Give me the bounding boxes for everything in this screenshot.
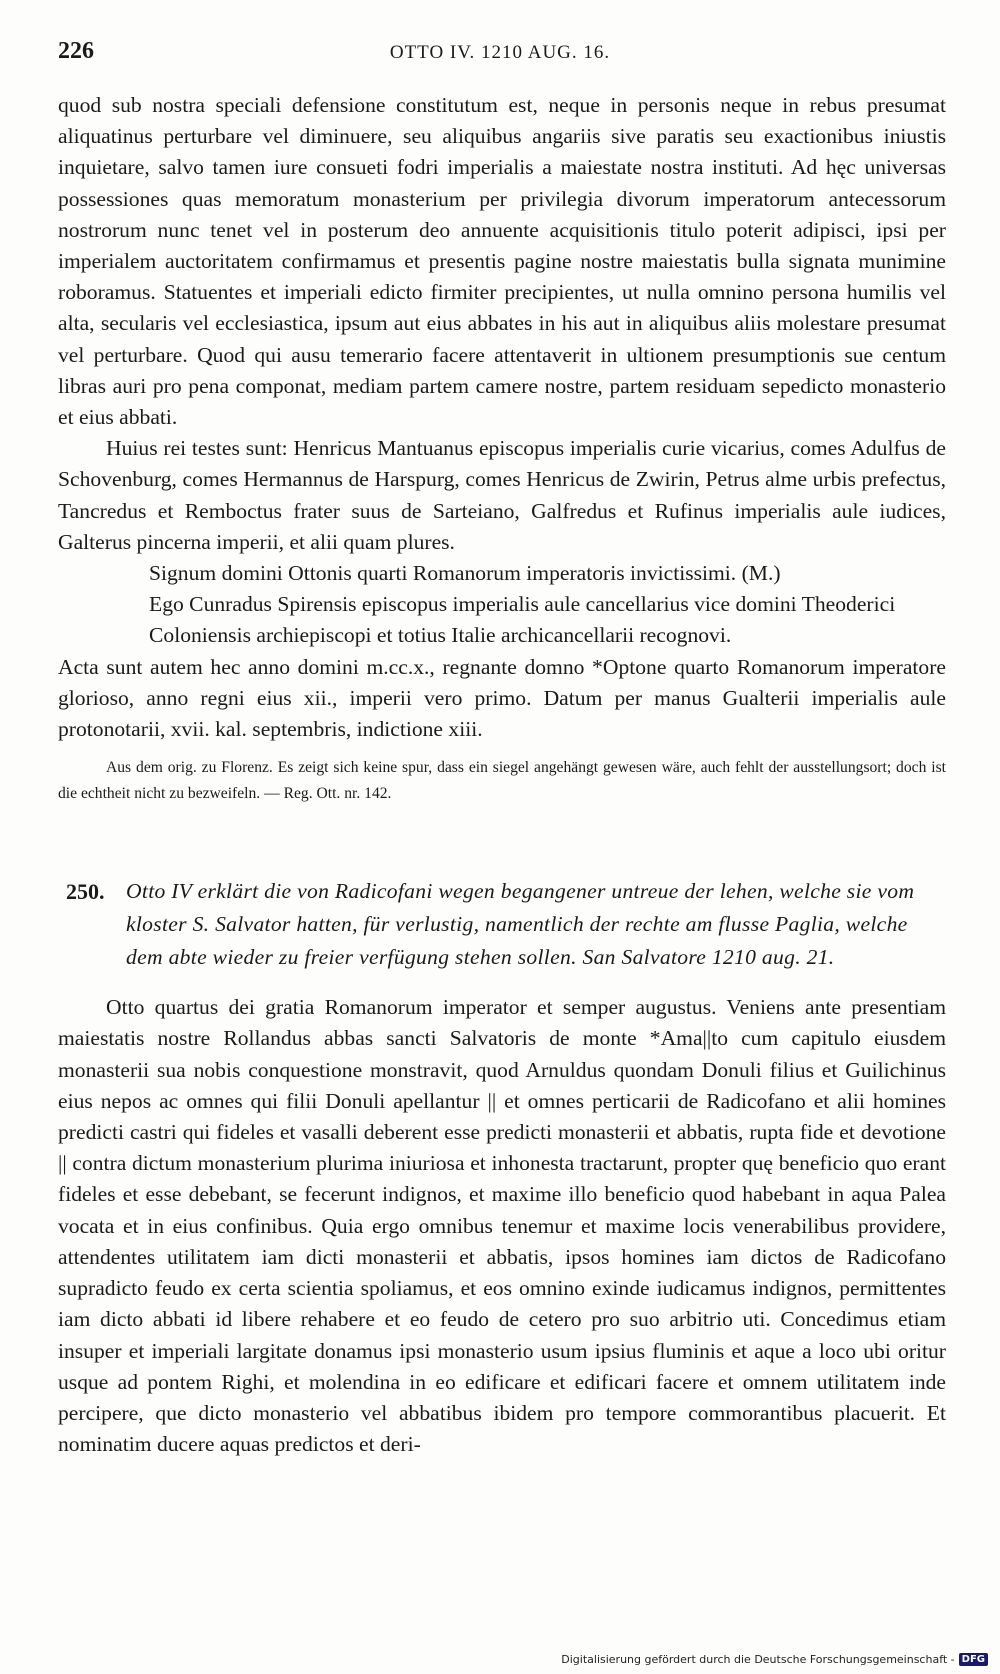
charter-text-paragraph: quod sub nostra speciali defensione constitutum est, neque in personis neque in rebus presumat aliquatinus perturbare vel diminuere, seu aliquibus angariis sive paratis seu exactionibus iniustis inquietare, salvo tamen iure consueti fodri imperialis a maiestate nostra instituti. Ad hęc universas possessiones quas memoratum monasterium per privilegia divorum imperatorum antecessorum nostrorum nunc tenet vel in posterum deo annuente acquisitionis titulo poterit adipisci, ipsi per imperialem auctoritatem confirmamus et presentis pagine nostre maiestatis bulla signata munimine roboramus. Statuentes et imperiali edicto firmiter precipientes, ut nulla omnino persona humilis vel alta, secularis vel ecclesiastica, ipsum aut eius abbates in his aut in aliquibus aliis molestare presumat vel perturbare. Quod qui ausu temerario facere attentaverit in ultionem presumptionis sue centum libras auri pro pena componat, mediam partem camere nostre, partem residuam sepedicto monasterio et eius abbati. — [58, 93, 946, 430]
charter-text-paragraph-2: Otto quartus dei gratia Romanorum imperator et semper augustus. Veniens ante presentiam maiestatis nostre Rollandus abbas sancti Salvatoris de monte *Ama||to cum capitulo eiusdem monasterii sua nobis conquestione monstravit, quod Arnuldus quondam Donuli filius et Guilichinus eius nepos ac omnes qui filii Donuli apellantur || et omnes perticarii de Radicofano et alii homines predicti castri qui fideles et vasalli deberent esse predicti monasterii et abbatis, rupta fide et devotione || contra dictum monasterium plurima iniuriosa et inhonesta tractarunt, propter quę beneficio quo erant fideles et esse debebant, se fecerunt indignos, et maxime illo beneficio quod habebant in aqua Palea vocata et in eius confinibus. Quia ergo omnibus tenemur et maxime locis venerabilibus providere, attendentes utilitatem iam dicti monasterii et abbatis, ipsos homines iam dictos de Radicofano supradicto feudo ex certa scientia spoliamus, et eos omnino exinde iudicamus indignos, permittentes iam dicto abbati id libere rehabere et eo feudo de cetero pro suo arbitrio uti. Concedimus etiam insuper et imperiali largitate donamus ipsi monasterio usum ipsius fluminis et aque a loco ubi oritur usque ad pontem Righi, et molendina in eo edificare et edificari facere et omnem utilitatem inde percipere, que dicto monasterio vel abbatibus ibidem pro tempore commorantibus placuerit. Et nominatim ducere aquas predictos et deri- — [58, 995, 946, 1457]
regest-summary: Otto IV erklärt die von Radicofani wegen begangener untreue der lehen, welche sie vom kloster S. Salvator hatten, für verlustig, namentlich der rechte am flusse Paglia, welche dem abte wieder zu freier verfügung stehen sollen. San Salvatore 1210 aug. 21. — [126, 879, 915, 970]
editorial-note: Aus dem orig. zu Florenz. Es zeigt sich keine spur, dass ein siegel angehängt gewesen wäre, auch fehlt der ausstellungsort; doch ist die echtheit nicht zu bezweifeln. — Reg. Ott. nr. 142. — [58, 759, 946, 803]
dating-clause: Acta sunt autem hec anno domini m.cc.x., regnante domno *Optone quarto Romanorum imperatore glorioso, anno regni eius xii., imperii vero primo. Datum per manus Gualterii imperialis aule protonotarii, xvii. kal. septembris, indictione xiii. — [58, 654, 946, 742]
document-number: 250. — [66, 879, 105, 905]
recognition-line: Ego Cunradus Spirensis episcopus imperialis aule cancellarius vice domini Theoderici Coloniensis archiepiscopi et totius Italie archicancellarii recognovi. — [149, 592, 896, 648]
running-head: OTTO IV. 1210 AUG. 16. — [389, 42, 611, 63]
footer-text: Digitalisierung gefördert durch die Deutsche Forschungsgemeinschaft - — [561, 1653, 955, 1666]
witness-list-paragraph: Huius rei testes sunt: Henricus Mantuanus episcopus imperialis curie vicarius, comes Adulfus de Schovenburg, comes Hermannus de Harspurg, comes Henricus de Zwirin, Petrus alme urbis prefectus, Tancredus et Remboctus frater suus de Sarteiano, Galfredus et Rufinus imperialis aule iudices, Galterus pincerna imperii, et alii quam plures. — [58, 436, 946, 554]
digitization-footer — [561, 1653, 988, 1666]
signum-line: Signum domini Ottonis quarti Romanorum imperatoris invictissimi. (M.) — [149, 561, 781, 586]
dfg-logo: DFG — [959, 1653, 988, 1666]
page-body — [58, 90, 946, 1460]
page-number: 226 — [58, 38, 94, 64]
regest-heading — [58, 875, 946, 974]
page-header — [58, 38, 942, 72]
